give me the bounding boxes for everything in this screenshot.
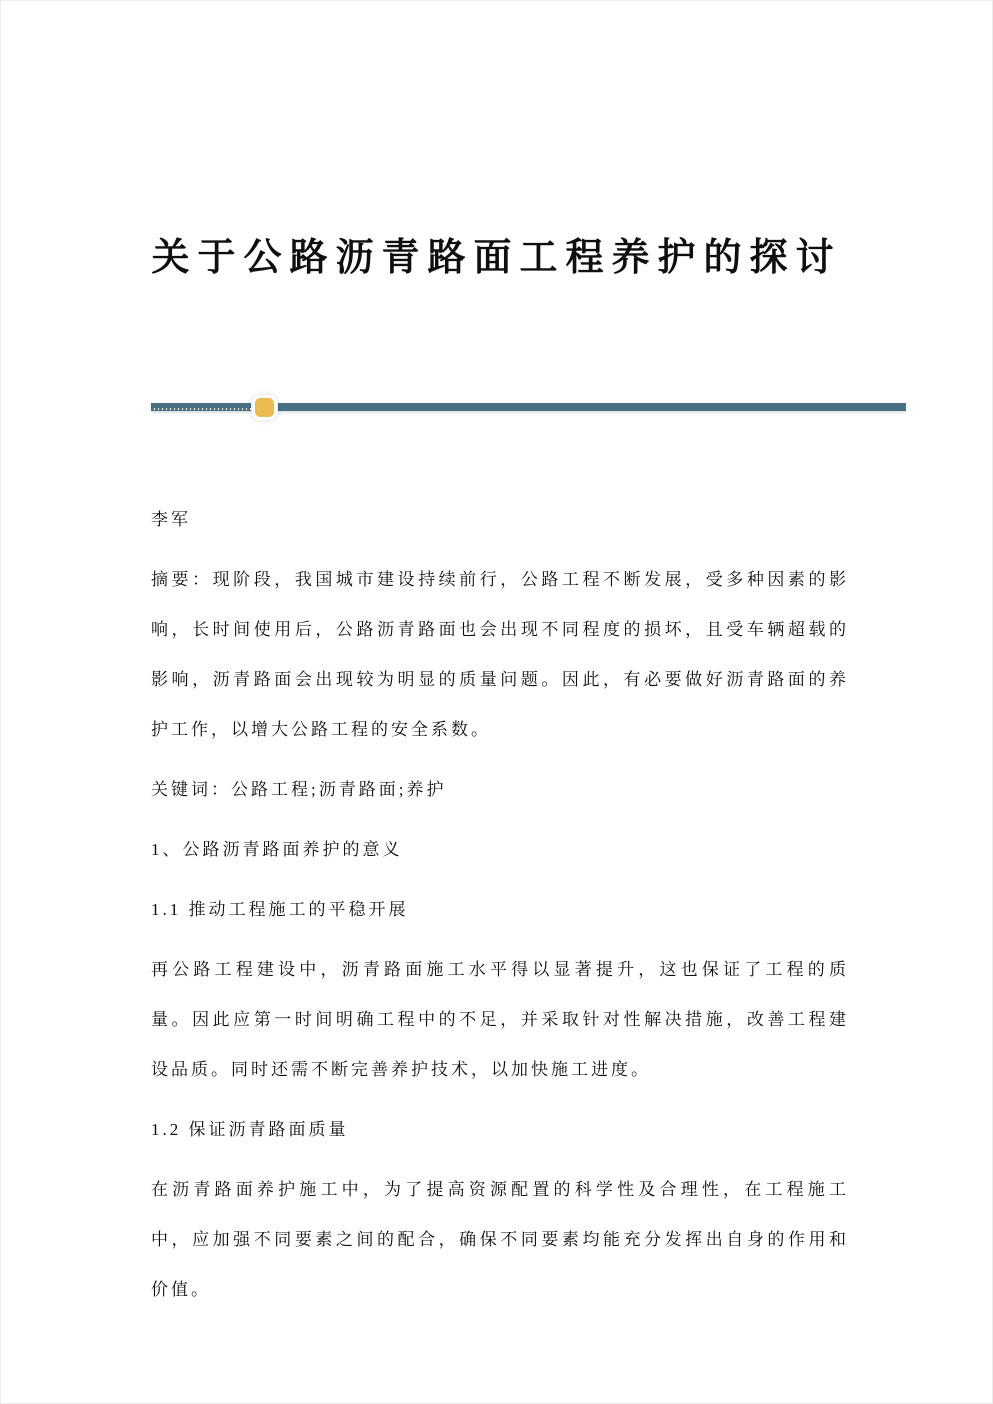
keywords-line: 关键词：公路工程;沥青路面;养护 — [151, 780, 447, 799]
divider-accent-dot — [255, 398, 274, 417]
divider-dotted-segment — [151, 403, 251, 411]
section-1-1-heading: 1.1 推动工程施工的平稳开展 — [151, 900, 409, 919]
section-1-heading: 1、公路沥青路面养护的意义 — [151, 840, 403, 859]
title-divider — [151, 397, 906, 417]
abstract-paragraph: 摘要：现阶段，我国城市建设持续前行，公路工程不断发展，受多种因素的影响，长时间使用后，公路沥青路面也会出现不同程度的损坏，且受车辆超载的影响，沥青路面会出现较为明显的质量问题。因此，有必要做好沥青路面的养护工作，以增大公路工程的安全系数。 — [151, 570, 849, 739]
divider-bar — [278, 403, 906, 411]
document-title: 关于公路沥青路面工程养护的探讨 — [151, 237, 842, 279]
section-1-2-paragraph: 在沥青路面养护施工中，为了提高资源配置的科学性及合理性，在工程施工中，应加强不同要素之间的配合，确保不同要素均能充分发挥出自身的作用和价值。 — [151, 1180, 849, 1299]
document-body — [151, 495, 849, 1315]
section-1-1-paragraph: 再公路工程建设中，沥青路面施工水平得以显著提升，这也保证了工程的质量。因此应第一时间明确工程中的不足，并采取针对性解决措施，改善工程建设品质。同时还需不断完善养护技术，以加快施工进度。 — [151, 960, 849, 1079]
section-1-2-heading: 1.2 保证沥青路面质量 — [151, 1120, 349, 1139]
author-line: 李军 — [151, 510, 191, 529]
